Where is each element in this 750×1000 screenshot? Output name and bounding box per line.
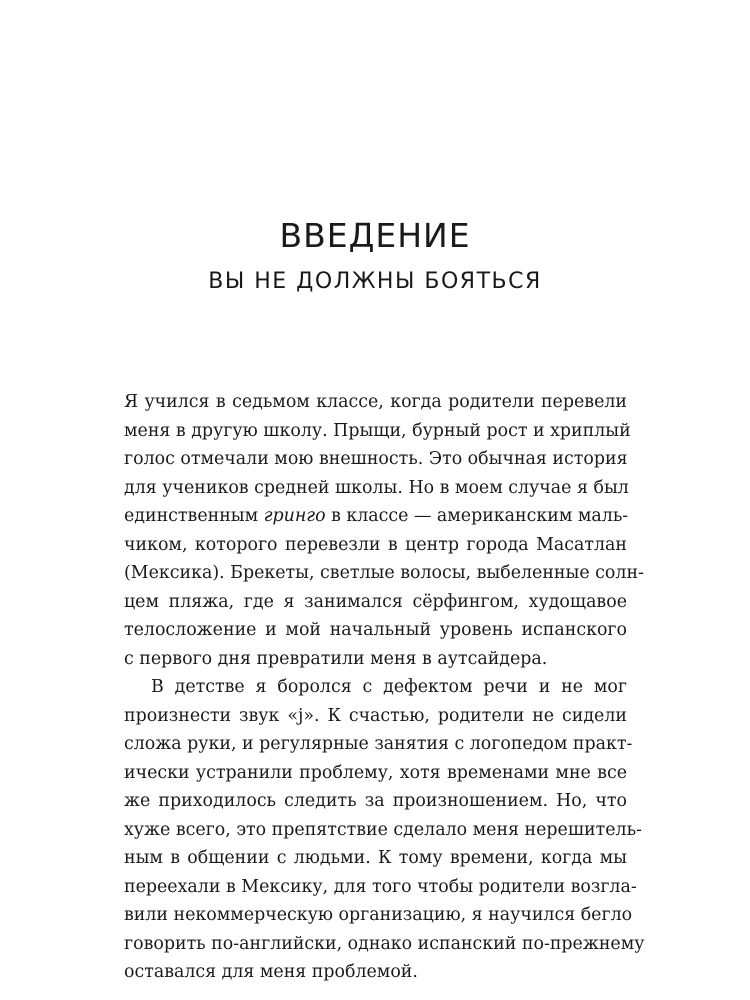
text-line: для учеников средней школы. Но в моем случае я был <box>124 477 629 498</box>
text-line: Я учился в седьмом классе, когда родители перевели <box>124 392 627 412</box>
text-line: голос отмечали мою внешность. Это обычная история <box>124 449 628 469</box>
text-line: с первого дня превратили меня в аутсайдера. <box>124 648 548 669</box>
text-run: единственным <box>124 506 264 526</box>
text-line: (Мексика). Брекеты, светлые волосы, выбеленные солн- <box>124 563 644 583</box>
text-line: сложа руки, и регулярные занятия с логопедом практ- <box>124 734 633 754</box>
text-line: же приходилось следить за произношением. Но, что <box>124 791 627 811</box>
text-line: говорить по-английски, однако испанский по-прежнему <box>124 933 645 954</box>
text-line: хуже всего, это препятствие сделало меня нерешитель- <box>124 819 642 840</box>
text-line <box>124 502 627 531</box>
text-line: ным в общении с людьми. К тому времени, когда мы <box>124 848 627 868</box>
text-line: произнести звук «j». К счастью, родители не сидели <box>124 705 627 726</box>
text-line: телосложение и мой начальный уровень испанского <box>124 620 627 640</box>
text-line: переехали в Мексику, для того чтобы родители возгла- <box>124 876 637 897</box>
text-line: ически устранили проблему, хотя временами мне все <box>124 762 627 783</box>
text-line: оставался для меня проблемой. <box>124 962 418 982</box>
paragraph <box>124 673 645 987</box>
text-line: В детстве я боролся с дефектом речи и не мог <box>151 677 627 697</box>
italic-word: гринго <box>263 506 326 526</box>
chapter-title: ВВЕДЕНИЕ <box>279 216 471 255</box>
text-line: меня в другую школу. Прыщи, бурный рост и хриплый <box>124 420 631 441</box>
text-line: вили некоммерческую организацию, я научился бегло <box>124 905 633 925</box>
text-line: чиком, которого перевезли в центр города Масатлан <box>124 534 627 555</box>
text-run: в классе — американским маль- <box>325 506 629 526</box>
paragraph <box>124 388 644 673</box>
chapter-subtitle: ВЫ НЕ ДОЛЖНЫ БОЯТЬСЯ <box>208 269 542 294</box>
body-text <box>124 388 645 987</box>
text-line: цем пляжа, где я занимался сёрфингом, худощавое <box>124 591 627 612</box>
